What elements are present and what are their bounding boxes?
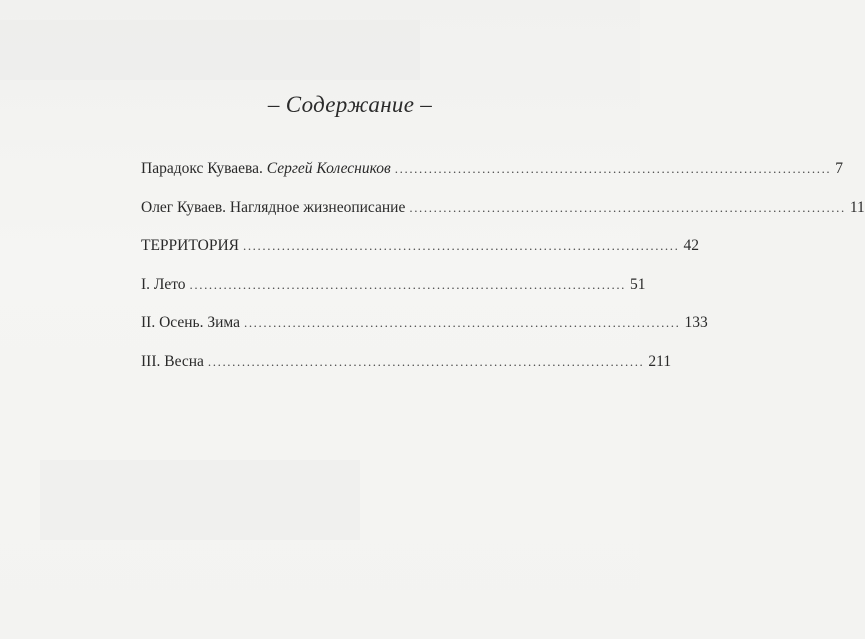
dot-leader: .......................................................................................... xyxy=(207,353,645,369)
toc-entry-page: 42 xyxy=(683,237,699,254)
toc-entry-title: ТЕРРИТОРИЯ xyxy=(141,237,239,254)
table-of-contents xyxy=(141,160,865,391)
table-of-contents-heading: – Содержание – xyxy=(267,92,433,117)
toc-entry-title: Парадокс Куваева. xyxy=(141,160,263,177)
toc-entry-author: Сергей Колесников xyxy=(266,160,391,177)
toc-entry-title: I. Лето xyxy=(141,275,186,293)
toc-entry-title: II. Осень. Зима xyxy=(141,314,240,331)
toc-entry xyxy=(141,237,699,276)
toc-entry xyxy=(141,314,708,353)
toc-entry-page: 51 xyxy=(630,275,646,293)
toc-entry-page: 211 xyxy=(648,352,672,370)
dot-leader: .......................................................................................... xyxy=(409,199,846,215)
toc-entry xyxy=(141,352,672,392)
toc-entry xyxy=(141,275,646,315)
toc-entry xyxy=(141,198,865,238)
show-through-block-bottom xyxy=(40,460,360,540)
toc-entry xyxy=(141,160,844,199)
toc-entry-page: 11 xyxy=(849,198,865,216)
toc-entry-title: III. Весна xyxy=(141,352,204,370)
toc-entry-title: Олег Куваев. Наглядное жизнеописание xyxy=(141,198,406,216)
show-through-text-top xyxy=(0,20,420,80)
dot-leader: .......................................................................................... xyxy=(243,315,681,330)
dot-leader: .......................................................................................... xyxy=(242,238,680,253)
dot-leader: .......................................................................................... xyxy=(394,161,832,176)
toc-entry-page: 133 xyxy=(684,314,708,331)
toc-entry-page: 7 xyxy=(835,160,844,177)
dot-leader: .......................................................................................... xyxy=(189,276,627,292)
